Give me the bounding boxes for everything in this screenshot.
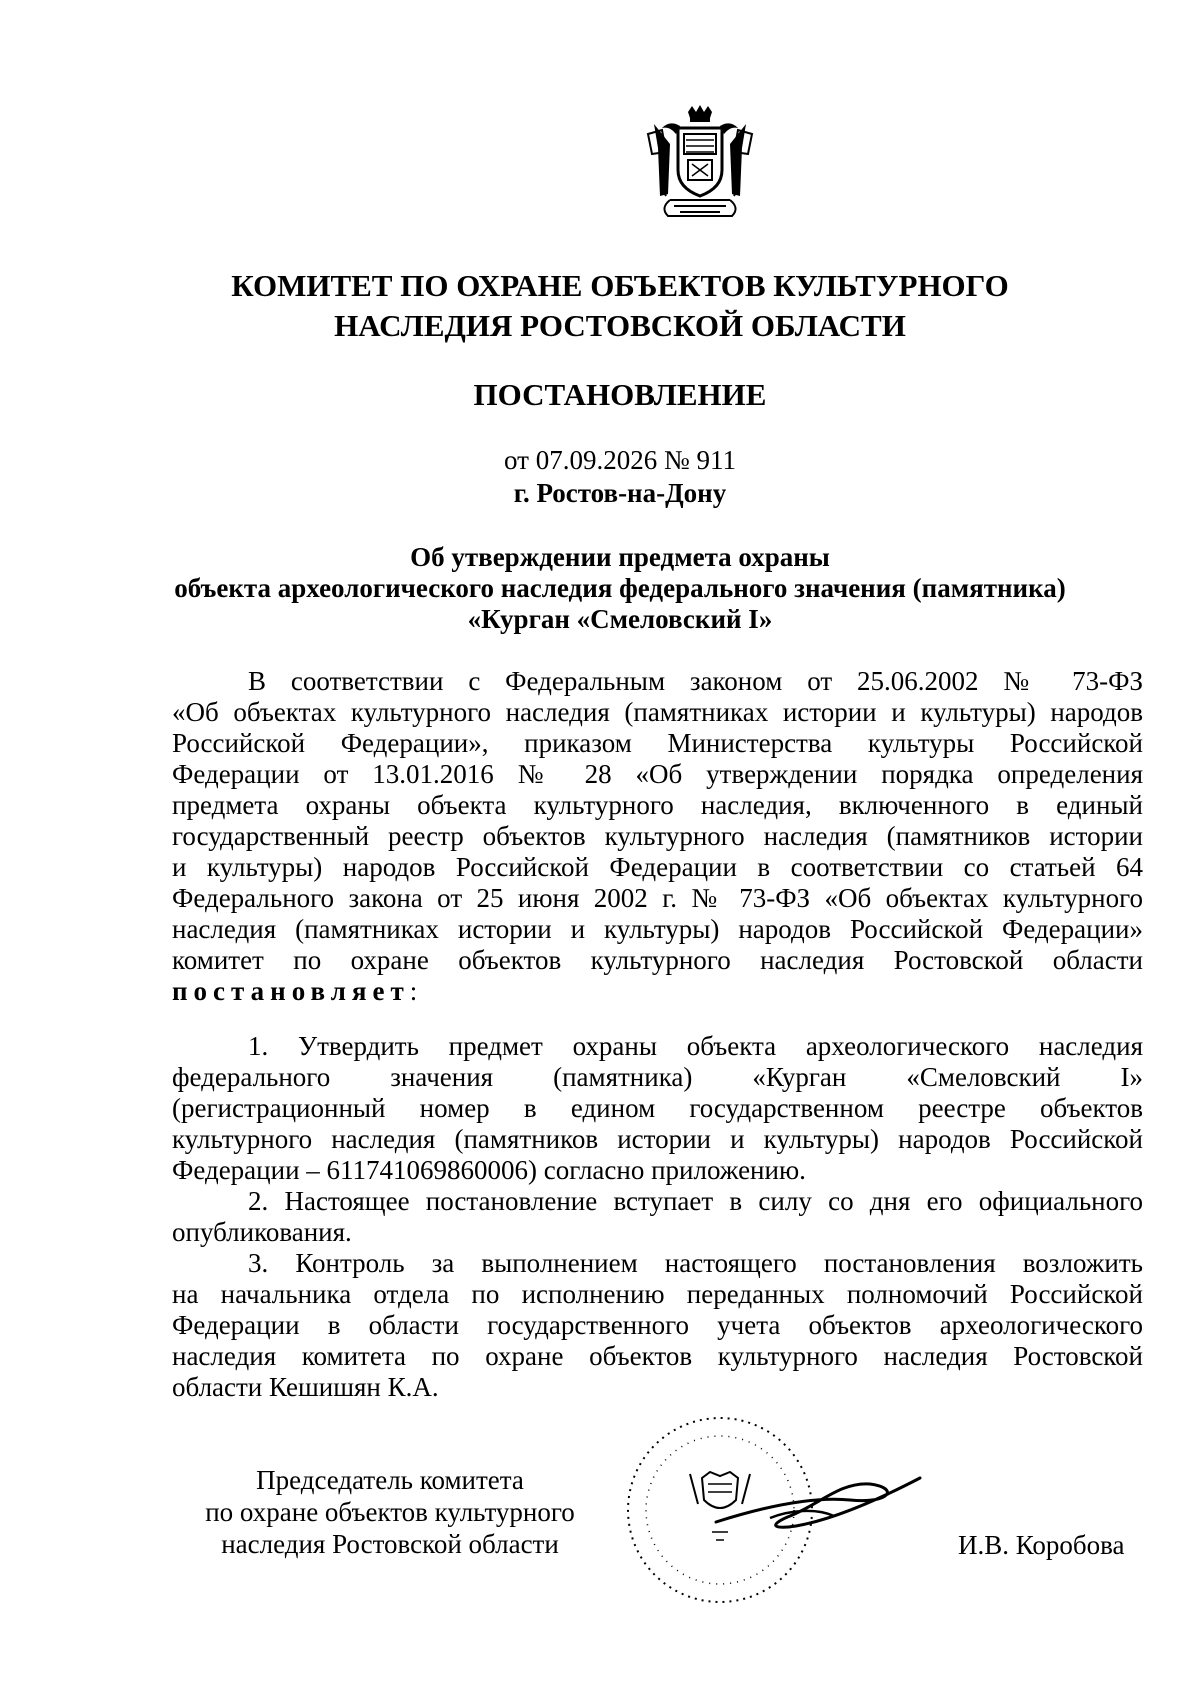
text-line: опубликования.: [172, 1217, 352, 1247]
subject-line: Об утверждении предмета охраны: [410, 542, 830, 572]
text-line: В соответствии с Федеральным законом от 25.06.2002 № 73-ФЗ: [248, 666, 1143, 696]
text-line: 2. Настоящее постановление вступает в силу со дня его официального: [248, 1186, 1143, 1216]
text-line: Федерации – 611741069860006) согласно приложению.: [172, 1155, 806, 1185]
item-3: [172, 1248, 1143, 1403]
decree-line: [172, 976, 1143, 1007]
text-line: Российской Федерации», приказом Министерства культуры Российской: [172, 728, 1143, 758]
text-line: комитет по охране объектов культурного наследия Ростовской области: [172, 945, 1143, 975]
text-line: области Кешишян К.А.: [172, 1372, 439, 1402]
subject-line: объекта археологического наследия федерального значения (памятника): [174, 573, 1066, 603]
text-line: культурного наследия (памятников истории и культуры) народов Российской: [172, 1124, 1143, 1154]
document-city: г. Ростов-на-Дону: [513, 478, 727, 508]
position-line: наследия Ростовской области: [221, 1529, 559, 1559]
text-line: и культуры) народов Российской Федерации в соответствии со статьей 64: [172, 852, 1143, 882]
position-line: Председатель комитета: [256, 1465, 524, 1495]
text-line: на начальника отдела по исполнению переданных полномочий Российской: [172, 1279, 1143, 1309]
official-seal-stamp-icon: [620, 1404, 940, 1614]
document-number: от 07.09.2026 № 911: [504, 445, 736, 475]
decree-word: постановляет: [172, 976, 410, 1006]
text-line: федерального значения (памятника) «Курган «Смеловский I»: [172, 1062, 1143, 1092]
decree-colon: :: [409, 976, 418, 1006]
position-line: по охране объектов культурного: [205, 1497, 575, 1527]
preamble-paragraph: [172, 666, 1143, 1007]
signatory-position: [180, 1464, 600, 1560]
text-line: 3. Контроль за выполнением настоящего постановления возложить: [248, 1248, 1143, 1278]
committee-line-1: КОМИТЕТ ПО ОХРАНЕ ОБЪЕКТОВ КУЛЬТУРНОГО: [231, 268, 1009, 303]
text-line: 1. Утвердить предмет охраны объекта археологического наследия: [248, 1031, 1143, 1061]
text-line: наследия комитета по охране объектов культурного наследия Ростовской: [172, 1341, 1143, 1371]
text-line: Федерации от 13.01.2016 № 28 «Об утверждении порядка определения: [172, 759, 1143, 789]
coat-of-arms-icon: [640, 104, 760, 222]
text-line: «Об объектах культурного наследия (памятниках истории и культуры) народов: [172, 697, 1143, 727]
text-line: наследия (памятниках истории и культуры) народов Российской Федерации»: [172, 914, 1143, 944]
item-2: [172, 1186, 1143, 1248]
committee-line-2: НАСЛЕДИЯ РОСТОВСКОЙ ОБЛАСТИ: [334, 308, 906, 343]
text-line: (регистрационный номер в едином государственном реестре объектов: [172, 1093, 1143, 1123]
text-line: государственный реестр объектов культурного наследия (памятников истории: [172, 821, 1143, 851]
text-line: Федерального закона от 25 июня 2002 г. № 73-ФЗ «Об объектах культурного: [172, 883, 1143, 913]
committee-name: [150, 266, 1090, 346]
text-line: предмета охраны объекта культурного наследия, включенного в единый: [172, 790, 1143, 820]
text-line: Федерации в области государственного учета объектов археологического: [172, 1310, 1143, 1340]
document-subject: [150, 542, 1090, 635]
item-1: [172, 1031, 1143, 1186]
signatory-name: И.В. Коробова: [958, 1530, 1125, 1560]
subject-line: «Курган «Смеловский I»: [467, 604, 773, 634]
document-type: ПОСТАНОВЛЕНИЕ: [473, 377, 767, 412]
